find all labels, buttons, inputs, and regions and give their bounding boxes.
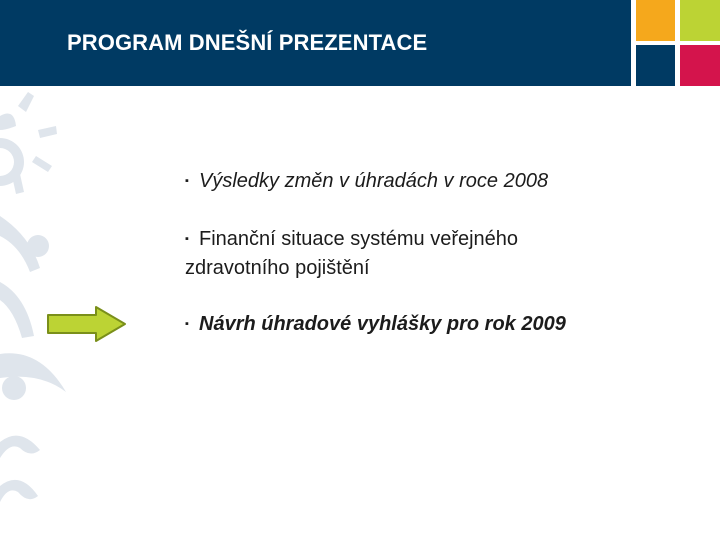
bullet-marker: ▪ xyxy=(185,233,189,245)
agenda-item-current xyxy=(185,310,566,339)
agenda-item-label: Finanční situace systému veřejného zdravotního pojištění xyxy=(185,228,519,279)
slide-title: PROGRAM DNEŠNÍ PREZENTACE xyxy=(67,30,428,55)
agenda-item-label: Výsledky změn v úhradách v roce 2008 xyxy=(199,170,549,192)
agenda-item-label: Návrh úhradové vyhlášky pro rok 2009 xyxy=(199,313,566,335)
bullet-marker: ▪ xyxy=(185,175,189,187)
agenda-item xyxy=(185,225,615,283)
bullet-marker: ▪ xyxy=(185,318,189,330)
right-arrow-icon xyxy=(46,305,128,343)
agenda-item xyxy=(185,167,548,196)
